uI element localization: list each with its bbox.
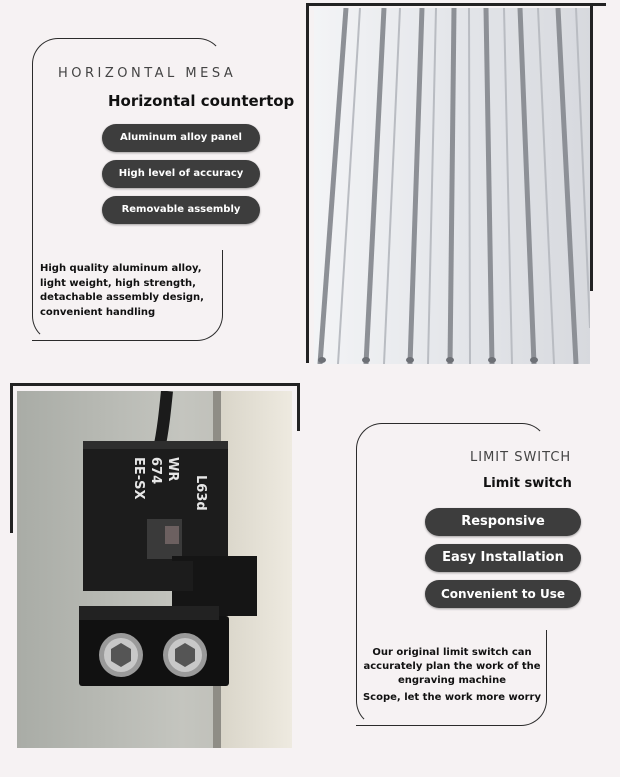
feature-pill: Aluminum alloy panel	[102, 124, 260, 152]
top-eyebrow: HORIZONTAL MESA	[58, 66, 237, 81]
feature-pill: Easy Installation	[425, 544, 581, 572]
image-frame	[306, 3, 606, 6]
feature-pill: Responsive	[425, 508, 581, 536]
aluminum-slot-icon	[314, 8, 590, 364]
feature-pill: Removable assembly	[102, 196, 260, 224]
aluminum-panel-photo	[314, 8, 590, 364]
bottom-description: Our original limit switch can accurately plan the work of the engraving machine	[363, 647, 541, 686]
top-title: Horizontal countertop	[108, 92, 295, 110]
image-frame	[10, 383, 13, 533]
sensor-label: 674	[148, 457, 163, 485]
sensor-label: WR	[165, 457, 180, 482]
feature-pill: Convenient to Use	[425, 580, 581, 608]
bottom-description-line: Scope, let the work more worry	[362, 692, 541, 703]
sensor-label: L63d	[193, 475, 208, 511]
limit-switch-icon	[17, 391, 292, 748]
bottom-title: Limit switch	[483, 476, 572, 491]
image-frame	[306, 3, 309, 363]
bottom-eyebrow: LIMIT SWITCH	[470, 450, 572, 465]
image-frame	[297, 383, 300, 431]
image-frame	[10, 383, 300, 386]
sensor-label: EE-SX	[131, 457, 146, 500]
feature-pill: High level of accuracy	[102, 160, 260, 188]
image-frame	[590, 3, 593, 291]
top-description: High quality aluminum alloy, light weight, high strength, detachable assembly design, convenient handling	[40, 263, 204, 318]
limit-switch-photo	[17, 391, 292, 748]
